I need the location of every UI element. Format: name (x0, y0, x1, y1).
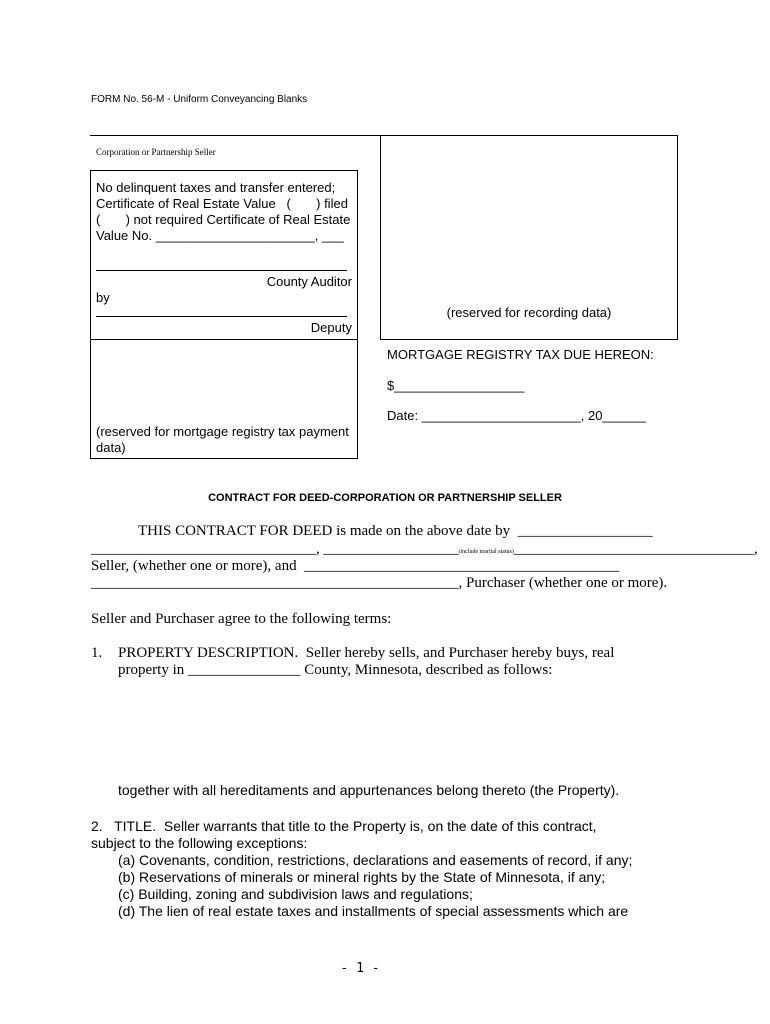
section-2-line-1: 2. TITLE. Seller warrants that title to the Property is, on the date of this contract, (91, 818, 597, 834)
intro-line-1: THIS CONTRACT FOR DEED is made on the above date by __________________ (138, 523, 653, 539)
mortgage-tax-caption-2: data) (96, 440, 126, 455)
seller-type-label: Corporation or Partnership Seller (96, 147, 216, 157)
contract-title: CONTRACT FOR DEED-CORPORATION OR PARTNERSHIP SELLER (208, 492, 562, 504)
exception-a: (a) Covenants, condition, restrictions, declarations and easements of record, if any; (118, 852, 633, 868)
form-title: FORM No. 56-M - Uniform Conveyancing Blanks (91, 94, 308, 105)
section-1-line-1: PROPERTY DESCRIPTION. Seller hereby sells, and Purchaser hereby buys, real (118, 645, 615, 661)
auditor-line-4: Value No. ______________________, ___ (96, 228, 344, 243)
section-1-together: together with all hereditaments and appurtenances belong thereto (the Property). (118, 782, 620, 798)
county-auditor-signature-line (96, 270, 347, 271)
intro-line-2-blank-b: ________________________________, (513, 541, 758, 557)
deputy-signature-line (96, 316, 347, 317)
intro-line-3: Seller, (whether one or more), and __________________________________________ (91, 558, 620, 574)
agree-terms: Seller and Purchaser agree to the following terms: (91, 611, 392, 627)
section-2-line-2: subject to the following exceptions: (91, 835, 308, 851)
exception-d: (d) The lien of real estate taxes and installments of special assessments which are (118, 903, 629, 919)
mortgage-tax-caption-1: (reserved for mortgage registry tax payment (96, 424, 349, 439)
recording-data-caption: (reserved for recording data) (446, 305, 612, 320)
auditor-line-2: Certificate of Real Estate Value ( ) filed (96, 196, 348, 211)
mortgage-tax-payment-box (90, 339, 358, 459)
intro-line-4: _________________________________________________, Purchaser (whether one or more). (91, 575, 668, 591)
page-number: - 1 - (340, 961, 380, 976)
header-rule (90, 135, 381, 136)
tax-due-heading: MORTGAGE REGISTRY TAX DUE HEREON: (387, 347, 654, 362)
deputy-label: Deputy (310, 320, 352, 335)
county-auditor-label: County Auditor (266, 274, 352, 289)
auditor-line-1: No delinquent taxes and transfer entered; (96, 180, 336, 195)
marital-status-note: (include marital status) (458, 549, 514, 555)
by-label: by (96, 290, 110, 305)
exception-b: (b) Reservations of minerals or mineral rights by the State of Minnesota, if any; (118, 869, 606, 885)
section-1-number: 1. (91, 645, 103, 661)
section-1-line-2: property in _______________ County, Minnesota, described as follows: (118, 662, 553, 678)
intro-line-2-blank-a: ______________________________, __________________ (91, 541, 459, 557)
tax-due-date: Date: ______________________, 20______ (387, 408, 646, 423)
auditor-line-3: ( ) not required Certificate of Real Estate (96, 212, 351, 227)
tax-due-amount: $__________________ (387, 378, 525, 393)
exception-c: (c) Building, zoning and subdivision laws and regulations; (118, 886, 473, 902)
